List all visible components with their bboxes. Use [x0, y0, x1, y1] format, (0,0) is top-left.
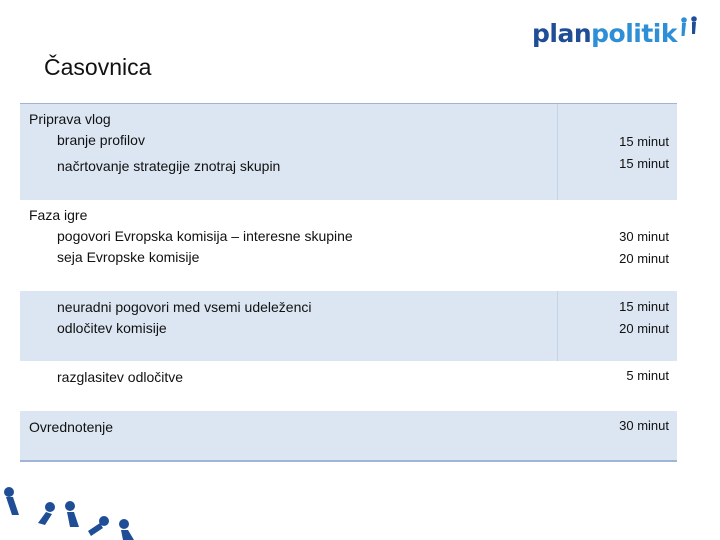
- table-row: [20, 104, 677, 200]
- table-row: [20, 361, 677, 411]
- duration-label: 30 minut: [619, 418, 669, 433]
- table-row: [20, 291, 677, 361]
- duration-label: 20 minut: [619, 321, 669, 336]
- planpolitik-logo: [532, 14, 699, 54]
- pawn-mark-icon: [679, 16, 699, 38]
- agenda-item: razglasitev odločitve: [57, 369, 184, 385]
- table-row: [20, 411, 677, 460]
- agenda-item: seja Evropske komisije: [57, 249, 200, 265]
- pawn-figures-icon: [0, 485, 150, 540]
- duration-label: 30 minut: [619, 229, 669, 244]
- duration-label: 15 minut: [619, 156, 669, 171]
- timeline-table: [20, 103, 677, 462]
- page-title: Časovnica: [44, 54, 152, 80]
- section-heading-evaluation: Ovrednotenje: [29, 419, 114, 435]
- agenda-item: načrtovanje strategije znotraj skupin: [57, 158, 281, 174]
- agenda-item: odločitev komisije: [57, 320, 167, 336]
- agenda-item: neuradni pogovori med vsemi udeleženci: [57, 299, 312, 315]
- agenda-item: pogovori Evropska komisija – interesne skupine: [57, 228, 353, 244]
- column-divider: [557, 291, 558, 361]
- duration-label: 20 minut: [619, 251, 669, 266]
- column-divider: [557, 104, 558, 200]
- duration-label: 15 minut: [619, 134, 669, 149]
- section-heading-preparation: Priprava vlog: [29, 111, 111, 127]
- duration-label: 5 minut: [626, 368, 669, 383]
- table-row: [20, 200, 677, 291]
- section-heading-game-phase: Faza igre: [29, 207, 88, 223]
- agenda-item: branje profilov: [57, 132, 145, 148]
- duration-label: 15 minut: [619, 299, 669, 314]
- logo-wordmark: planpolitik: [532, 19, 677, 48]
